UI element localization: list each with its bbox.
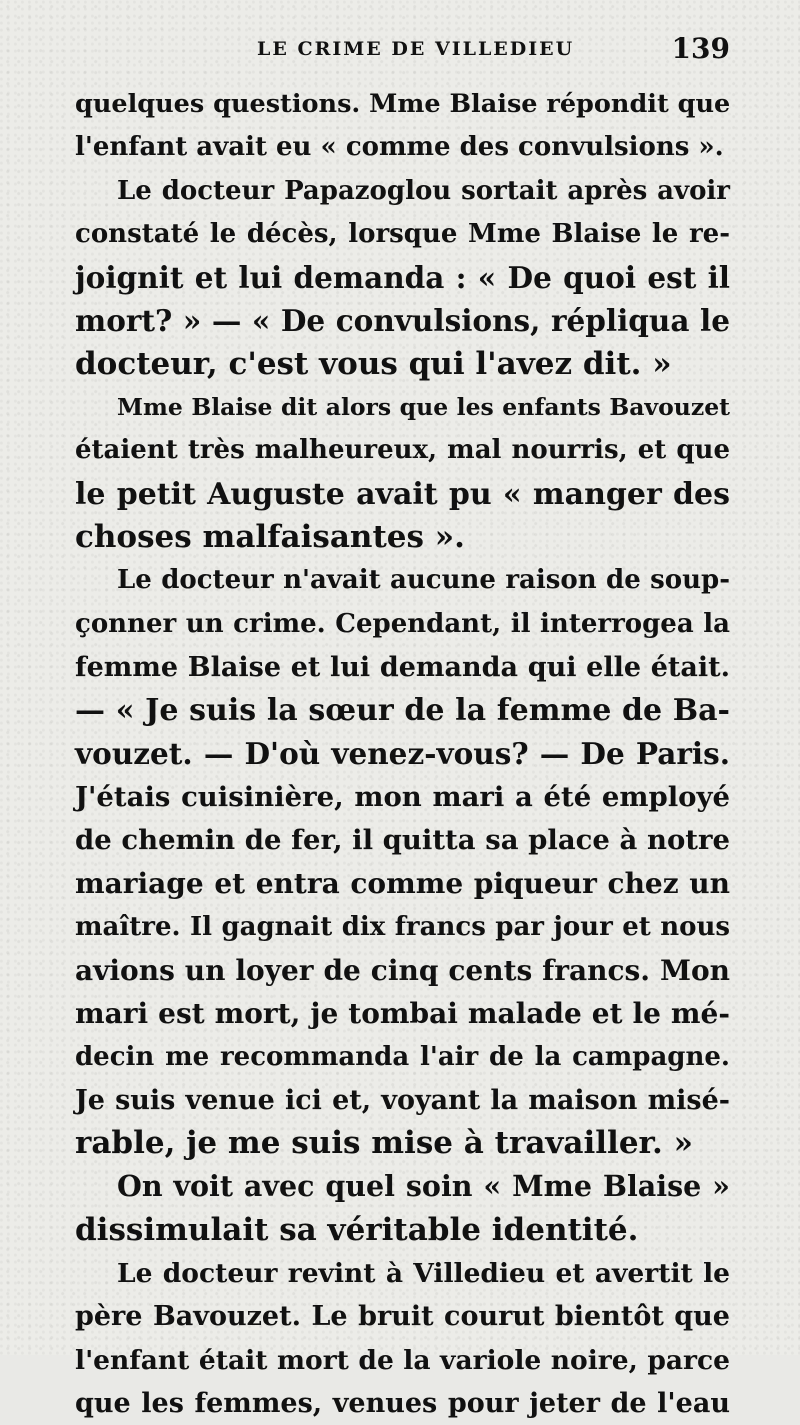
text-line: vouzet. — D'où venez-vous? — De Paris.: [75, 736, 730, 772]
text-line: — « Je suis la sœur de la femme de Ba-: [75, 693, 730, 729]
text-line: mariage et entra comme piqueur chez un: [75, 867, 730, 901]
text-line: joignit et lui demanda : « De quoi est il: [75, 260, 730, 296]
text-line: choses malfaisantes ».: [75, 518, 465, 555]
text-line: decin me recommanda l'air de la campagne.: [75, 1041, 730, 1072]
text-line: mari est mort, je tombai malade et le mé-: [75, 997, 730, 1031]
text-line: avions un loyer de cinq cents francs. Mon: [75, 953, 730, 987]
text-line: père Bavouzet. Le bruit courut bientôt que: [75, 1301, 730, 1333]
page-number: 139: [671, 32, 730, 65]
text-line: constaté le décès, lorsque Mme Blaise le re-: [75, 218, 730, 249]
text-line: l'enfant était mort de la variole noire, parce: [75, 1344, 730, 1376]
text-line: çonner un crime. Cependant, il interrogea la: [75, 608, 730, 639]
body-text: [75, 83, 730, 1425]
text-line: femme Blaise et lui demanda qui elle était.: [75, 651, 730, 683]
text-line: Le docteur revint à Villedieu et avertit le: [117, 1258, 730, 1290]
running-title: LE CRIME DE VILLEDIEU: [257, 38, 575, 60]
text-line: docteur, c'est vous qui l'avez dit. »: [75, 345, 672, 382]
text-line: rable, je me suis mise à travailler. »: [75, 1125, 694, 1162]
text-line: Le docteur n'avait aucune raison de soup-: [117, 565, 730, 596]
text-line: On voit avec quel soin « Mme Blaise »: [117, 1169, 730, 1204]
text-line: maître. Il gagnait dix francs par jour et nous: [75, 911, 730, 942]
text-line: Mme Blaise dit alors que les enfants Bavouzet: [117, 393, 730, 422]
text-line: dissimulait sa véritable identité.: [75, 1211, 639, 1248]
text-line: mort? » — « De convulsions, répliqua le: [75, 303, 730, 339]
text-line: étaient très malheureux, mal nourris, et que: [75, 435, 730, 466]
text-line: quelques questions. Mme Blaise répondit que: [75, 89, 731, 119]
text-line: que les femmes, venues pour jeter de l'eau: [75, 1387, 730, 1419]
page-header: [75, 30, 730, 74]
text-line: Je suis venue ici et, voyant la maison misé-: [75, 1084, 730, 1116]
text-line: Le docteur Papazoglou sortait après avoir: [117, 175, 730, 206]
text-line: J'étais cuisinière, mon mari a été employé: [75, 780, 730, 813]
text-line: le petit Auguste avait pu « manger des: [75, 476, 730, 512]
text-line: de chemin de fer, il quitta sa place à notre: [75, 824, 730, 857]
text-line: l'enfant avait eu « comme des convulsions ».: [75, 132, 724, 163]
